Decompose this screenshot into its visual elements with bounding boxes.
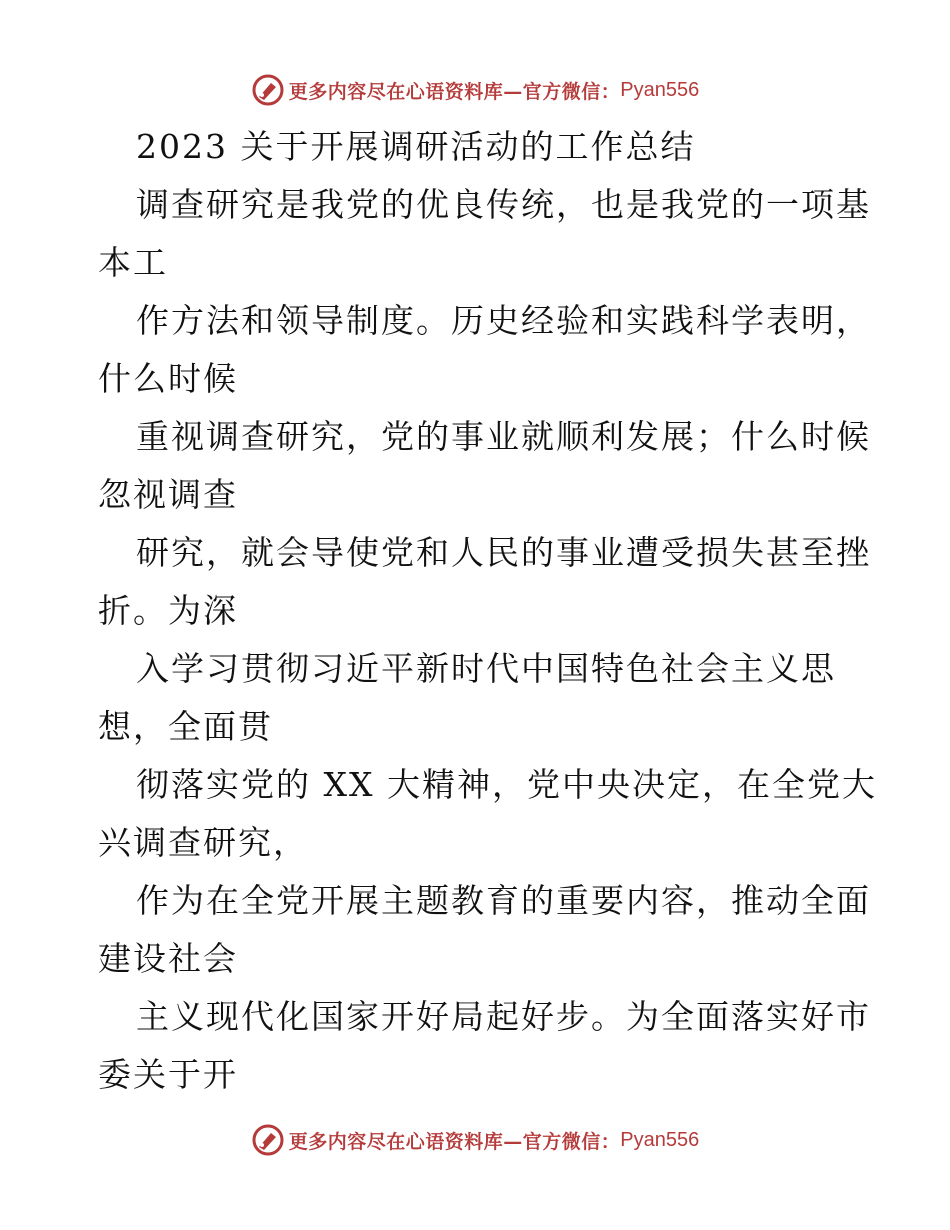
pen-nib-logo-icon: [251, 73, 285, 107]
document-text-line: 忽视调查: [98, 475, 238, 514]
document-text-line: 折。为深: [98, 591, 238, 630]
document-text-line: 作方法和领导制度。历史经验和实践科学表明，: [136, 301, 871, 340]
document-text-line: 调查研究是我党的优良传统，也是我党的一项基: [136, 185, 871, 224]
document-text-line: 彻落实党的 XX 大精神，党中央决定，在全党大: [136, 765, 877, 804]
footer-banner-text: 更多内容尽在心语资料库—官方微信：: [288, 1130, 621, 1153]
header-wechat-id: Pyan556: [620, 78, 700, 101]
document-text-line: 入学习贯彻习近平新时代中国特色社会主义思: [136, 649, 836, 688]
document-text-line: 作为在全党开展主题教育的重要内容，推动全面: [136, 881, 871, 920]
document-text-line: 兴调查研究，: [98, 823, 308, 862]
document-text-line: 主义现代化国家开好局起好步。为全面落实好市: [136, 997, 871, 1036]
document-text-line: 重视调查研究，党的事业就顺利发展；什么时候: [136, 417, 871, 456]
document-title: 2023 关于开展调研活动的工作总结: [136, 127, 696, 166]
document-text-line: 委关于开: [98, 1055, 238, 1094]
document-text-line: 什么时候: [98, 359, 238, 398]
header-banner: [0, 70, 950, 110]
header-banner-text: 更多内容尽在心语资料库—官方微信：: [288, 80, 621, 103]
pen-nib-logo-icon: [251, 1123, 285, 1157]
footer-banner: [0, 1120, 950, 1160]
document-text-line: 研究，就会导使党和人民的事业遭受损失甚至挫: [136, 533, 871, 572]
document-body: [98, 118, 877, 1104]
document-text-line: 建设社会: [98, 939, 238, 978]
document-text-line: 想，全面贯: [98, 707, 273, 746]
document-text-line: 本工: [98, 243, 168, 282]
footer-wechat-id: Pyan556: [620, 1128, 700, 1151]
